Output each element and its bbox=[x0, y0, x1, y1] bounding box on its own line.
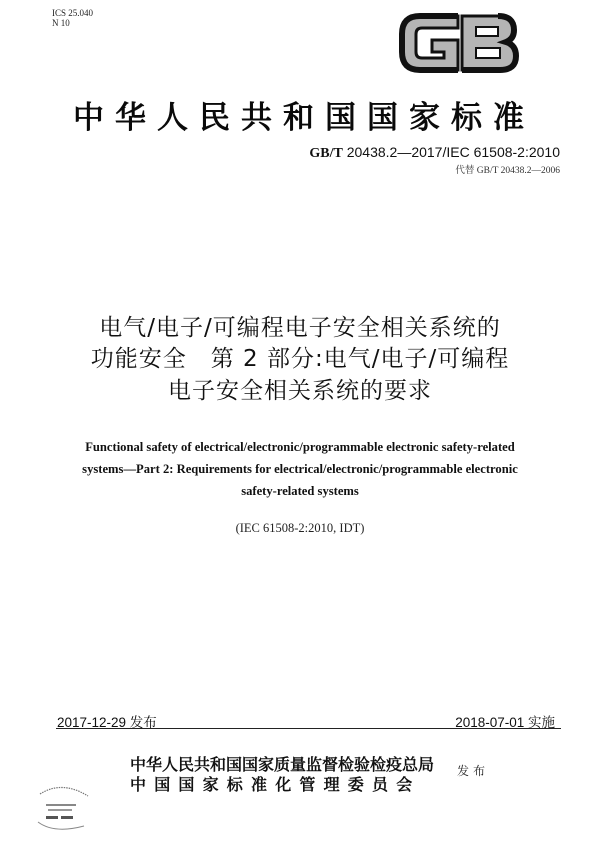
national-standard-title: 中华人民共和国国家标准 bbox=[73, 100, 535, 136]
chinese-title-line-2: 功能安全 第 2 部分:电气/电子/可编程 bbox=[90, 346, 510, 372]
english-title-line-3: safety-related systems bbox=[241, 484, 359, 498]
publisher-aqsiq: 中华人民共和国国家质量监督检验检疫总局 bbox=[130, 755, 435, 774]
standard-code-prefix: GB/T bbox=[309, 146, 343, 161]
ccs-code: N 10 bbox=[52, 18, 70, 28]
issue-date: 2017-12-29 发布 bbox=[57, 715, 157, 730]
standard-code bbox=[309, 144, 560, 162]
english-title-line-1: Functional safety of electrical/electronic/programmable electronic safety-related bbox=[85, 440, 515, 454]
ics-code: ICS 25.040 bbox=[52, 8, 94, 18]
implementation-date: 2018-07-01 实施 bbox=[455, 715, 555, 730]
classification-codes bbox=[52, 8, 93, 28]
publish-label: 发布 bbox=[457, 764, 490, 778]
date-divider bbox=[56, 728, 561, 729]
replaces-standard: 代替 GB/T 20438.2—2006 bbox=[455, 166, 560, 176]
chinese-title-line-1: 电气/电子/可编程电子安全相关系统的 bbox=[99, 315, 501, 341]
seal-stamp-icon bbox=[34, 782, 92, 832]
gb-logo-icon bbox=[398, 12, 520, 74]
standard-code-number: 20438.2—2017/IEC 61508-2:2010 bbox=[342, 144, 560, 160]
chinese-title-line-3: 电子安全相关系统的要求 bbox=[168, 378, 432, 404]
english-title-line-2: systems—Part 2: Requirements for electrical/electronic/programmable electronic bbox=[82, 462, 518, 476]
adoption-statement: (IEC 61508-2:2010, IDT) bbox=[235, 521, 365, 535]
publisher-sac: 中国国家标准化管理委员会 bbox=[130, 775, 421, 794]
